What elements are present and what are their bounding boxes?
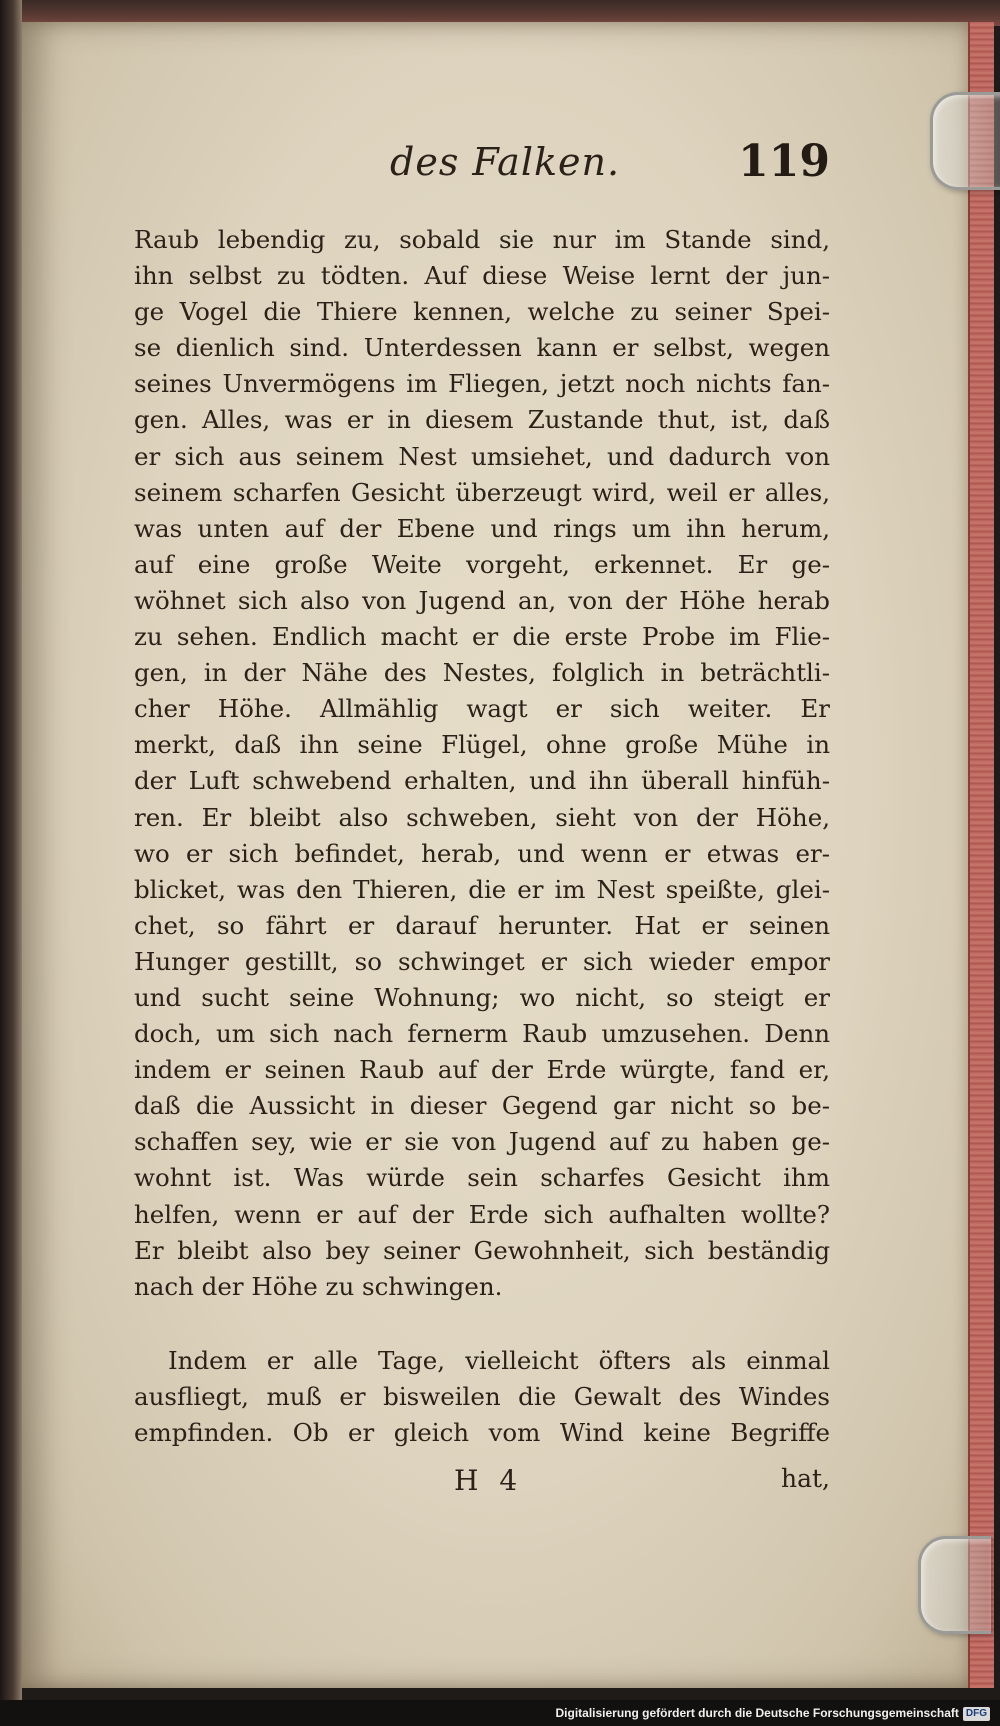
- text-line: was unten auf der Ebene und rings um ihn herum,: [134, 513, 830, 543]
- text-line: ren. Er bleibt also schweben, sieht von der Höhe,: [134, 802, 830, 832]
- text-line: schaffen sey, wie er sie von Jugend auf zu haben ge-: [134, 1127, 830, 1157]
- text-line: auf eine große Weite vorgeht, erkennet. Er ge-: [134, 549, 830, 579]
- text-line: seines Unvermögens im Fliegen, jetzt noch nichts fan-: [134, 369, 830, 399]
- text-line: Hunger gestillt, so schwinget er sich wieder empor: [134, 946, 830, 976]
- text-line: er sich aus seinem Nest umsiehet, und dadurch von: [134, 441, 830, 471]
- text-line: und sucht seine Wohnung; wo nicht, so steigt er: [134, 982, 830, 1012]
- running-head: des Falken.: [390, 140, 621, 184]
- text-line: se dienlich sind. Unterdessen kann er selbst, wegen: [134, 333, 830, 363]
- page-number: 119: [738, 136, 830, 187]
- paragraph-gap: [134, 1305, 830, 1343]
- paper-clip-bottom: [918, 1536, 991, 1634]
- text-line: daß die Aussicht in dieser Gegend gar nicht so be-: [134, 1091, 830, 1121]
- text-line: doch, um sich nach fernerm Raub umzusehen. Denn: [134, 1019, 830, 1049]
- text-line: wo er sich befindet, herab, und wenn er etwas er-: [134, 838, 830, 868]
- paper-clip-top: [930, 92, 1000, 190]
- text-line: wöhnet sich also von Jugend an, von der Höhe herab: [134, 585, 830, 615]
- text-line: empfinden. Ob er gleich vom Wind keine Begriffe: [134, 1418, 830, 1447]
- text-line: chet, so fährt er darauf herunter. Hat er seinen: [134, 910, 830, 940]
- text-line: der Luft schwebend erhalten, und ihn überall hinfüh-: [134, 766, 830, 796]
- digitization-credit: [555, 1704, 990, 1722]
- page-footer: [134, 1464, 830, 1504]
- page-header: [140, 136, 830, 200]
- text-line: blicket, was den Thieren, die er im Nest speißte, glei-: [134, 874, 830, 904]
- text-line: cher Höhe. Allmählig wagt er sich weiter. Er: [134, 694, 830, 724]
- text-line: ausfliegt, muß er bisweilen die Gewalt des Windes: [134, 1381, 830, 1411]
- body-text: [134, 222, 830, 1451]
- text-line: merkt, daß ihn seine Flügel, ohne große Mühe in: [134, 730, 830, 760]
- text-line: helfen, wenn er auf der Erde sich aufhalten wollte?: [134, 1199, 830, 1229]
- text-line: Indem er alle Tage, vielleicht öfters als einmal: [168, 1345, 830, 1375]
- text-line: Er bleibt also bey seiner Gewohnheit, sich beständig: [134, 1235, 830, 1265]
- text-line: gen, in der Nähe des Nestes, folglich in beträchtli-: [134, 658, 830, 688]
- text-line: Raub lebendig zu, sobald sie nur im Stande sind,: [134, 225, 830, 254]
- text-line: ge Vogel die Thiere kennen, welche zu seiner Spei-: [134, 297, 830, 327]
- catchword: hat,: [781, 1464, 830, 1493]
- credit-text: Digitalisierung gefördert durch die Deutsche Forschungsgemeinschaft: [555, 1706, 959, 1720]
- dfg-logo-icon: DFG: [963, 1707, 990, 1721]
- text-line: wohnt ist. Was würde sein scharfes Gesicht ihm: [134, 1163, 830, 1193]
- signature-mark: H 4: [454, 1464, 524, 1497]
- text-line: zu sehen. Endlich macht er die erste Probe im Flie-: [134, 622, 830, 652]
- book-spine-shadow: [0, 0, 22, 1700]
- red-page-edges: [968, 22, 994, 1688]
- text-line: indem er seinen Raub auf der Erde würgte, fand er,: [134, 1055, 830, 1085]
- text-line: gen. Alles, was er in diesem Zustande thut, ist, daß: [134, 405, 830, 435]
- text-line: nach der Höhe zu schwingen.: [134, 1271, 503, 1301]
- text-line: seinem scharfen Gesicht überzeugt wird, weil er alles,: [134, 477, 830, 507]
- text-line: ihn selbst zu tödten. Auf diese Weise lernt der jun-: [134, 261, 830, 291]
